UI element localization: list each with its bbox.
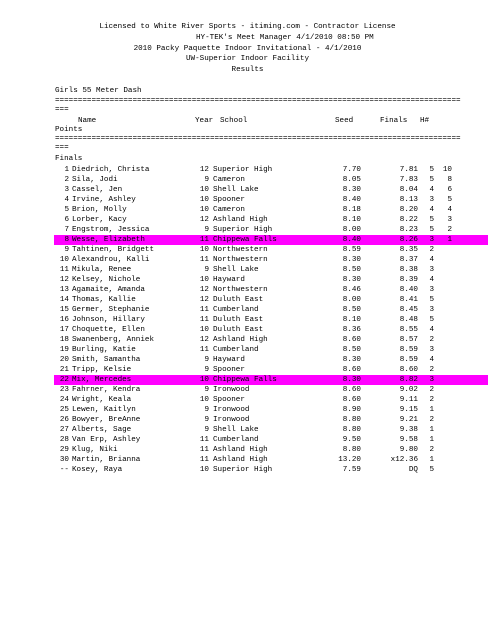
cell-school: Superior High <box>213 226 273 234</box>
cell-points: 2 <box>447 226 452 234</box>
cell-year: 9 <box>204 426 209 434</box>
software-line: HY-TEK's Meet Manager 4/1/2010 08:50 PM <box>196 34 374 42</box>
cell-seed: 8.80 <box>342 446 361 454</box>
cell-year: 10 <box>199 326 209 334</box>
table-row <box>0 175 495 185</box>
cell-seed: 8.10 <box>342 216 361 224</box>
cell-seed: 9.50 <box>342 436 361 444</box>
col-heat: H# <box>420 117 430 125</box>
table-row <box>0 385 495 395</box>
cell-year: 9 <box>204 386 209 394</box>
col-seed: Seed <box>335 117 354 125</box>
cell-year: 9 <box>204 406 209 414</box>
cell-school: Hayward <box>213 356 245 364</box>
col-school: School <box>220 117 248 125</box>
cell-final: 8.38 <box>399 266 418 274</box>
cell-place: 21 <box>59 366 69 374</box>
table-row <box>0 405 495 415</box>
cell-name: Alexandrou, Kalli <box>72 256 150 264</box>
cell-school: Northwestern <box>213 256 268 264</box>
table-row <box>0 375 495 385</box>
cell-school: Ashland High <box>213 216 268 224</box>
table-row <box>0 465 495 475</box>
cell-school: Cumberland <box>213 436 259 444</box>
cell-year: 12 <box>199 286 209 294</box>
cell-name: Smith, Samantha <box>72 356 141 364</box>
cell-name: Kelsey, Nichole <box>72 276 141 284</box>
cell-heat: 4 <box>429 186 434 194</box>
cell-seed: 8.40 <box>342 196 361 204</box>
cell-heat: 5 <box>429 216 434 224</box>
cell-year: 11 <box>199 446 209 454</box>
cell-year: 9 <box>204 416 209 424</box>
cell-year: 10 <box>199 186 209 194</box>
cell-final: 8.45 <box>399 306 418 314</box>
cell-name: Wesse, Elizabeth <box>72 236 145 244</box>
cell-points: 10 <box>442 166 452 174</box>
cell-seed: 8.00 <box>342 296 361 304</box>
cell-year: 11 <box>199 346 209 354</box>
cell-school: Northwestern <box>213 246 268 254</box>
table-row <box>0 435 495 445</box>
cell-place: 1 <box>64 166 69 174</box>
table-row <box>0 255 495 265</box>
cell-place: 23 <box>59 386 69 394</box>
cell-school: Shell Lake <box>213 186 259 194</box>
cell-name: Choquette, Ellen <box>72 326 145 334</box>
table-row <box>0 245 495 255</box>
cell-place: 28 <box>59 436 69 444</box>
cell-year: 10 <box>199 466 209 474</box>
cell-name: Kosey, Raya <box>72 466 123 474</box>
cell-points: 4 <box>447 206 452 214</box>
cell-place: 15 <box>59 306 69 314</box>
cell-seed: 8.05 <box>342 176 361 184</box>
divider-tail: === <box>55 106 69 114</box>
cell-final: 8.13 <box>399 196 418 204</box>
cell-place: 19 <box>59 346 69 354</box>
cell-year: 9 <box>204 176 209 184</box>
cell-final: DQ <box>408 466 418 474</box>
cell-heat: 5 <box>429 176 434 184</box>
cell-heat: 3 <box>429 346 434 354</box>
cell-place: 8 <box>64 236 69 244</box>
table-row <box>0 225 495 235</box>
cell-final: 8.59 <box>399 346 418 354</box>
cell-seed: 8.10 <box>342 316 361 324</box>
cell-school: Chippewa Falls <box>213 236 277 244</box>
cell-name: Van Erp, Ashley <box>72 436 141 444</box>
cell-school: Hayward <box>213 276 245 284</box>
cell-final: 8.39 <box>399 276 418 284</box>
cell-name: Sila, Jodi <box>72 176 118 184</box>
cell-heat: 2 <box>429 386 434 394</box>
table-row <box>0 295 495 305</box>
cell-place: 24 <box>59 396 69 404</box>
section-title: Finals <box>55 155 83 163</box>
cell-final: 7.83 <box>399 176 418 184</box>
cell-year: 11 <box>199 316 209 324</box>
cell-year: 9 <box>204 356 209 364</box>
cell-name: Mix, Mercedes <box>72 376 132 384</box>
cell-heat: 3 <box>429 376 434 384</box>
cell-heat: 4 <box>429 356 434 364</box>
cell-place: 10 <box>59 256 69 264</box>
cell-school: Spooner <box>213 366 245 374</box>
cell-school: Ashland High <box>213 336 268 344</box>
cell-name: Thomas, Kallie <box>72 296 136 304</box>
cell-final: 8.26 <box>399 236 418 244</box>
cell-heat: 2 <box>429 396 434 404</box>
cell-heat: 4 <box>429 206 434 214</box>
cell-place: 30 <box>59 456 69 464</box>
cell-final: 8.23 <box>399 226 418 234</box>
table-row <box>0 425 495 435</box>
cell-heat: 3 <box>429 266 434 274</box>
cell-name: Brion, Molly <box>72 206 127 214</box>
cell-seed: 8.50 <box>342 266 361 274</box>
cell-place: 17 <box>59 326 69 334</box>
cell-final: 8.82 <box>399 376 418 384</box>
cell-school: Cumberland <box>213 306 259 314</box>
cell-final: 8.40 <box>399 286 418 294</box>
cell-heat: 2 <box>429 446 434 454</box>
cell-name: Burling, Katie <box>72 346 136 354</box>
cell-year: 11 <box>199 436 209 444</box>
cell-name: Klug, Niki <box>72 446 118 454</box>
cell-place: 9 <box>64 246 69 254</box>
cell-seed: 8.59 <box>342 246 361 254</box>
cell-seed: 8.30 <box>342 186 361 194</box>
cell-seed: 8.80 <box>342 426 361 434</box>
cell-school: Northwestern <box>213 286 268 294</box>
cell-year: 12 <box>199 336 209 344</box>
table-row <box>0 315 495 325</box>
cell-points: 3 <box>447 216 452 224</box>
cell-place: 7 <box>64 226 69 234</box>
cell-year: 12 <box>199 166 209 174</box>
cell-seed: 8.30 <box>342 376 361 384</box>
cell-seed: 13.20 <box>338 456 361 464</box>
cell-seed: 7.70 <box>342 166 361 174</box>
cell-place: 13 <box>59 286 69 294</box>
cell-school: Cameron <box>213 176 245 184</box>
cell-name: Diedrich, Christa <box>72 166 150 174</box>
cell-seed: 8.90 <box>342 406 361 414</box>
cell-heat: 1 <box>429 426 434 434</box>
cell-heat: 3 <box>429 196 434 204</box>
results-title: Results <box>231 66 264 74</box>
table-row <box>0 335 495 345</box>
cell-final: 8.37 <box>399 256 418 264</box>
divider: ========================================================================================= <box>55 97 461 105</box>
cell-seed: 8.60 <box>342 366 361 374</box>
cell-school: Cumberland <box>213 346 259 354</box>
cell-final: 9.15 <box>399 406 418 414</box>
table-row <box>0 445 495 455</box>
cell-heat: 1 <box>429 436 434 444</box>
cell-place: 6 <box>64 216 69 224</box>
cell-place: 2 <box>64 176 69 184</box>
cell-place: 27 <box>59 426 69 434</box>
table-row <box>0 165 495 175</box>
cell-seed: 8.36 <box>342 326 361 334</box>
cell-seed: 8.40 <box>342 236 361 244</box>
cell-heat: 2 <box>429 246 434 254</box>
table-row <box>0 455 495 465</box>
cell-name: Tripp, Kelsie <box>72 366 132 374</box>
cell-heat: 4 <box>429 256 434 264</box>
cell-seed: 8.50 <box>342 306 361 314</box>
cell-seed: 8.30 <box>342 356 361 364</box>
cell-heat: 3 <box>429 236 434 244</box>
cell-final: 7.81 <box>399 166 418 174</box>
meet-title: 2010 Packy Paquette Indoor Invitational - 4/1/2010 <box>133 45 362 53</box>
cell-heat: 5 <box>429 166 434 174</box>
cell-place: 26 <box>59 416 69 424</box>
cell-heat: 5 <box>429 466 434 474</box>
cell-heat: 1 <box>429 406 434 414</box>
cell-seed: 8.80 <box>342 416 361 424</box>
cell-place: 20 <box>59 356 69 364</box>
cell-seed: 8.46 <box>342 286 361 294</box>
cell-school: Spooner <box>213 196 245 204</box>
cell-year: 11 <box>199 456 209 464</box>
cell-year: 12 <box>199 296 209 304</box>
cell-points: 6 <box>447 186 452 194</box>
cell-name: Agamaite, Amanda <box>72 286 145 294</box>
cell-name: Johnson, Hillary <box>72 316 145 324</box>
cell-final: 8.41 <box>399 296 418 304</box>
table-row <box>0 305 495 315</box>
cell-heat: 2 <box>429 336 434 344</box>
cell-school: Ironwood <box>213 386 250 394</box>
table-row <box>0 365 495 375</box>
cell-year: 10 <box>199 396 209 404</box>
cell-final: 8.59 <box>399 356 418 364</box>
table-row <box>0 395 495 405</box>
cell-final: 8.20 <box>399 206 418 214</box>
cell-seed: 8.60 <box>342 396 361 404</box>
cell-final: 9.21 <box>399 416 418 424</box>
cell-final: 8.48 <box>399 316 418 324</box>
cell-school: Superior High <box>213 166 273 174</box>
cell-school: Shell Lake <box>213 266 259 274</box>
cell-points: 5 <box>447 196 452 204</box>
cell-final: 8.60 <box>399 366 418 374</box>
cell-final: 8.57 <box>399 336 418 344</box>
divider: ========================================================================================= <box>55 135 461 143</box>
cell-name: Fahrner, Kendra <box>72 386 141 394</box>
col-points: Points <box>55 126 83 134</box>
cell-place: 12 <box>59 276 69 284</box>
col-year: Year <box>195 117 214 125</box>
cell-final: x12.36 <box>390 456 418 464</box>
cell-name: Lorber, Kacy <box>72 216 127 224</box>
cell-seed: 8.18 <box>342 206 361 214</box>
cell-final: 9.80 <box>399 446 418 454</box>
cell-place: 16 <box>59 316 69 324</box>
cell-name: Lewen, Kaitlyn <box>72 406 136 414</box>
cell-heat: 5 <box>429 226 434 234</box>
cell-heat: 2 <box>429 416 434 424</box>
cell-final: 9.11 <box>399 396 418 404</box>
cell-year: 9 <box>204 226 209 234</box>
cell-year: 10 <box>199 196 209 204</box>
table-row <box>0 285 495 295</box>
table-row <box>0 415 495 425</box>
table-row <box>0 275 495 285</box>
cell-school: Spooner <box>213 396 245 404</box>
event-title: Girls 55 Meter Dash <box>55 87 142 95</box>
cell-place: 14 <box>59 296 69 304</box>
cell-heat: 4 <box>429 326 434 334</box>
cell-school: Chippewa Falls <box>213 376 277 384</box>
cell-seed: 8.00 <box>342 226 361 234</box>
cell-year: 12 <box>199 216 209 224</box>
cell-heat: 5 <box>429 296 434 304</box>
table-row <box>0 235 495 245</box>
cell-year: 10 <box>199 276 209 284</box>
cell-school: Ironwood <box>213 406 250 414</box>
table-row <box>0 205 495 215</box>
cell-name: Wright, Keala <box>72 396 132 404</box>
cell-school: Duluth East <box>213 316 264 324</box>
facility-line: UW-Superior Indoor Facility <box>185 55 310 63</box>
cell-points: 8 <box>447 176 452 184</box>
cell-heat: 3 <box>429 306 434 314</box>
table-row <box>0 355 495 365</box>
cell-final: 8.22 <box>399 216 418 224</box>
cell-year: 11 <box>199 306 209 314</box>
cell-final: 9.38 <box>399 426 418 434</box>
table-row <box>0 265 495 275</box>
cell-points: 1 <box>447 236 452 244</box>
cell-place: 5 <box>64 206 69 214</box>
cell-year: 9 <box>204 266 209 274</box>
cell-name: Cassel, Jen <box>72 186 123 194</box>
cell-place: 22 <box>59 376 69 384</box>
cell-place: 11 <box>59 266 69 274</box>
cell-heat: 3 <box>429 286 434 294</box>
cell-school: Duluth East <box>213 296 264 304</box>
cell-final: 8.04 <box>399 186 418 194</box>
cell-final: 9.58 <box>399 436 418 444</box>
table-row <box>0 325 495 335</box>
cell-seed: 7.59 <box>342 466 361 474</box>
cell-heat: 4 <box>429 276 434 284</box>
cell-name: Tahtinen, Bridgett <box>72 246 155 254</box>
cell-final: 8.55 <box>399 326 418 334</box>
cell-final: 8.35 <box>399 246 418 254</box>
cell-year: 11 <box>199 236 209 244</box>
cell-name: Mikula, Renee <box>72 266 132 274</box>
cell-heat: 1 <box>429 456 434 464</box>
cell-year: 10 <box>199 246 209 254</box>
table-row <box>0 185 495 195</box>
col-name: Name <box>78 117 97 125</box>
cell-place: 18 <box>59 336 69 344</box>
cell-school: Cameron <box>213 206 245 214</box>
col-finals: Finals <box>380 117 408 125</box>
cell-name: Irvine, Ashley <box>72 196 136 204</box>
cell-name: Engstrom, Jessica <box>72 226 150 234</box>
cell-year: 9 <box>204 366 209 374</box>
cell-place: 29 <box>59 446 69 454</box>
cell-name: Bowyer, BreAnne <box>72 416 141 424</box>
cell-seed: 8.60 <box>342 336 361 344</box>
cell-place: 4 <box>64 196 69 204</box>
cell-seed: 8.60 <box>342 386 361 394</box>
cell-school: Ashland High <box>213 446 268 454</box>
cell-school: Superior High <box>213 466 273 474</box>
cell-year: 10 <box>199 376 209 384</box>
table-row <box>0 195 495 205</box>
cell-seed: 8.30 <box>342 276 361 284</box>
cell-heat: 2 <box>429 366 434 374</box>
cell-name: Alberts, Sage <box>72 426 132 434</box>
cell-school: Shell Lake <box>213 426 259 434</box>
cell-heat: 5 <box>429 316 434 324</box>
cell-year: 11 <box>199 256 209 264</box>
cell-name: Germer, Stephanie <box>72 306 150 314</box>
cell-name: Martin, Brianna <box>72 456 141 464</box>
license-line: Licensed to White River Sports - itiming.com - Contractor License <box>99 23 396 31</box>
cell-seed: 8.50 <box>342 346 361 354</box>
cell-place: 25 <box>59 406 69 414</box>
cell-place: 3 <box>64 186 69 194</box>
cell-name: Swanenberg, Anniek <box>72 336 155 344</box>
cell-final: 9.02 <box>399 386 418 394</box>
table-row <box>0 345 495 355</box>
divider-tail: === <box>55 144 69 152</box>
cell-seed: 8.30 <box>342 256 361 264</box>
cell-school: Ashland High <box>213 456 268 464</box>
cell-school: Ironwood <box>213 416 250 424</box>
cell-school: Duluth East <box>213 326 264 334</box>
cell-year: 10 <box>199 206 209 214</box>
table-row <box>0 215 495 225</box>
cell-place: -- <box>59 466 69 474</box>
